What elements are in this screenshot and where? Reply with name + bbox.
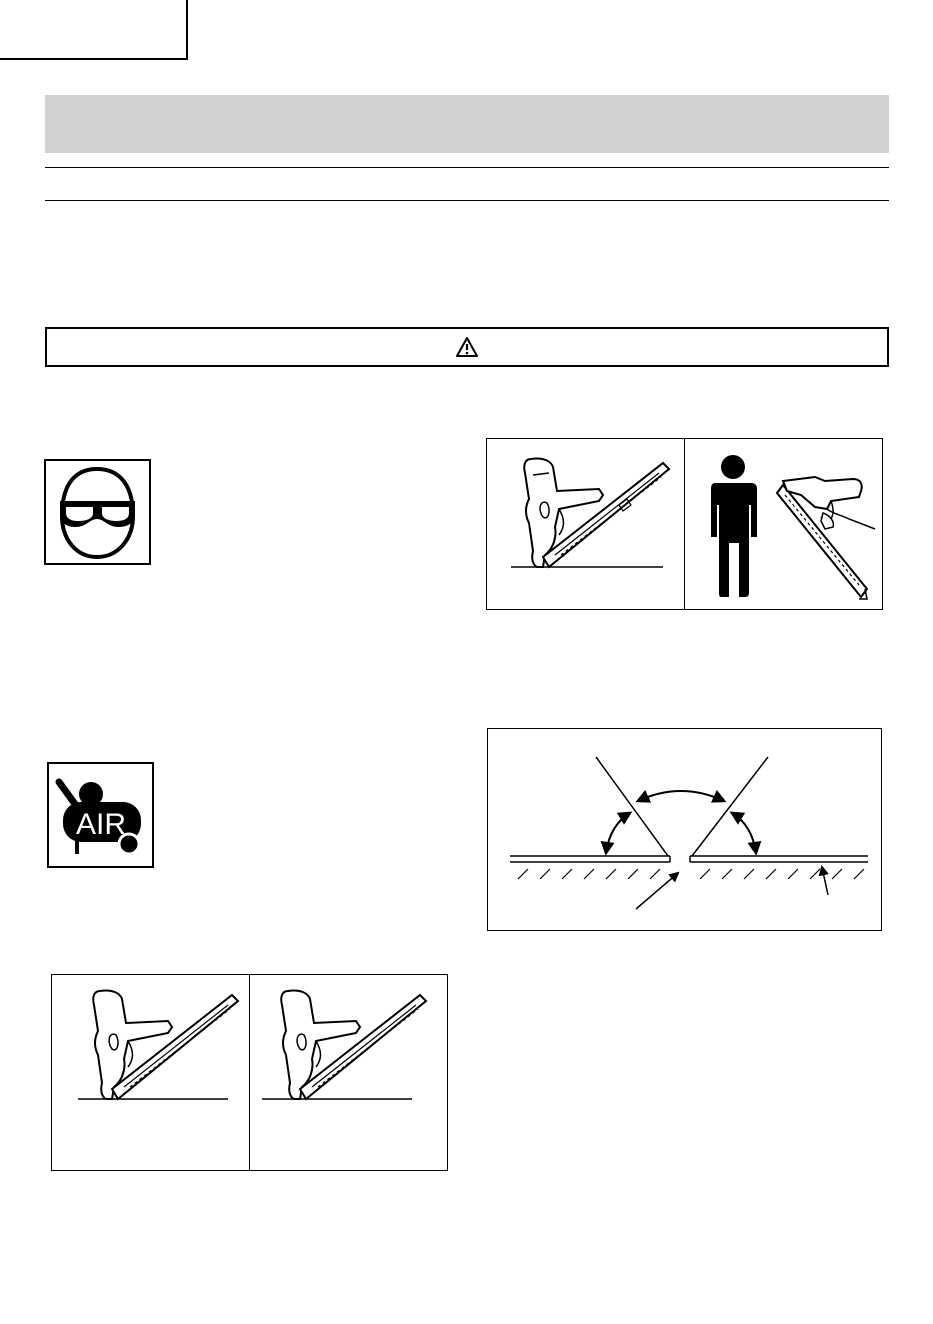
nailer-right-drawing [260,987,430,1117]
safety-goggles-icon-box [44,459,151,565]
nailer-left-drawing [72,987,242,1117]
safety-goggles-icon [46,461,149,563]
air-label: AIR [75,808,127,841]
angle-diagram [488,729,880,929]
warning-triangle-icon [455,336,479,358]
rule-top [45,167,889,168]
rule-bottom [45,200,889,201]
figure-divider [684,439,685,609]
air-compressor-icon-box [47,762,154,868]
figure-two-nailers [51,974,448,1171]
person-silhouette-icon [707,453,767,599]
nailer-held-drawing [771,471,879,609]
nailer-upright-drawing [503,451,673,601]
warning-bar [45,327,889,367]
page-tab-box [0,0,188,60]
air-compressor-icon [49,764,152,866]
figure-angle-diagram [487,728,882,931]
figure-divider-lower [249,975,250,1170]
figure-nailer-and-person [486,438,883,610]
section-header-band [45,95,889,153]
